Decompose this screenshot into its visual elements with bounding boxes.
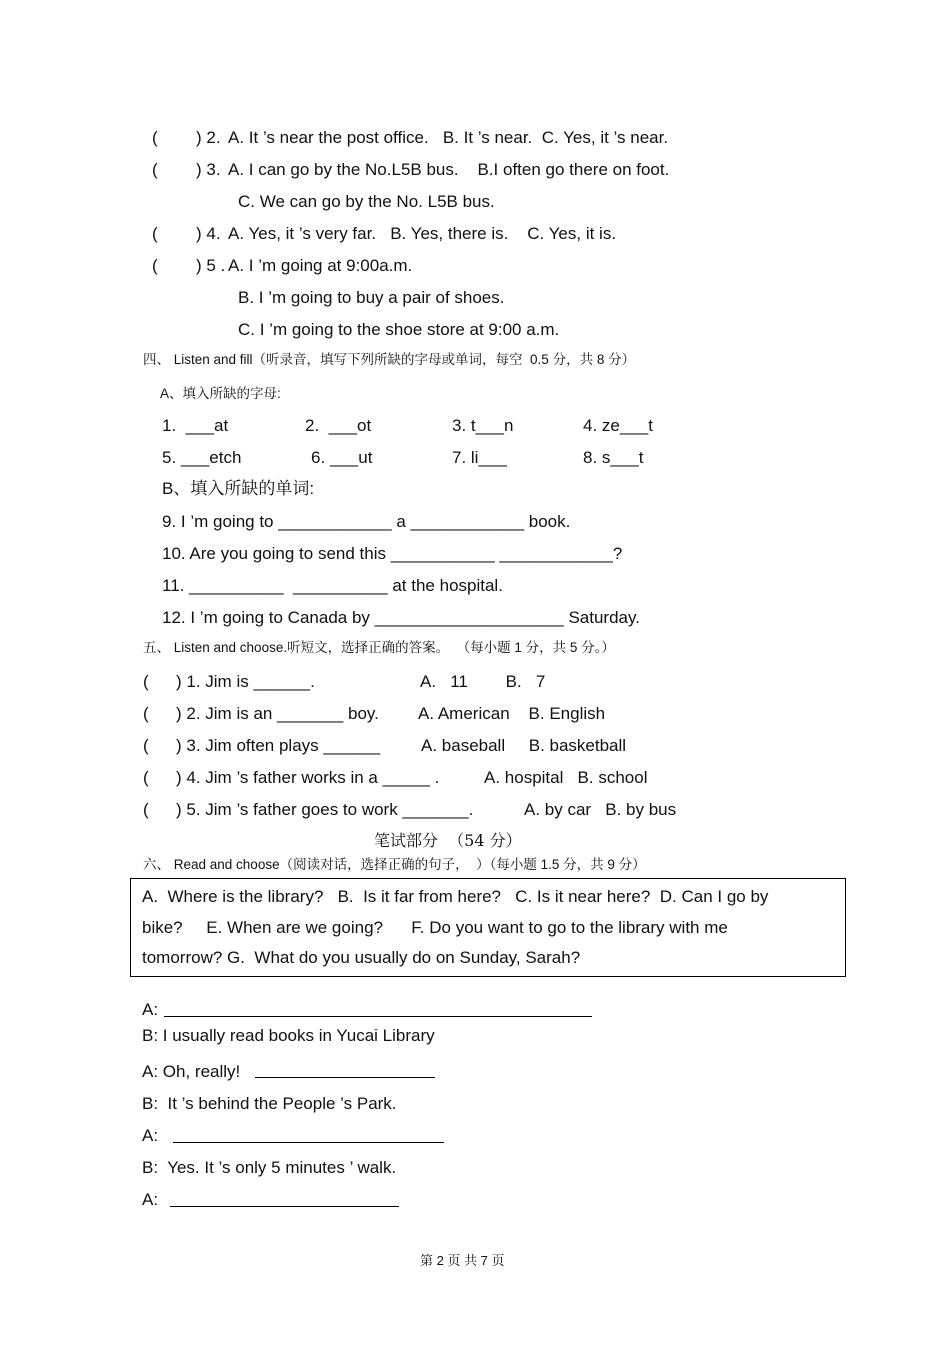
dialogue-line: A: [142, 1000, 163, 1019]
s5-q5-stem: ) 5. Jim ’s father goes to work _______. [176, 800, 474, 819]
s5-q4-paren: ( [143, 768, 149, 787]
word-fill-item: 11. __________ __________ at the hospital. [162, 576, 503, 595]
letter-item: 6. ___ut [311, 448, 373, 467]
s5-q1-paren: ( [143, 672, 149, 691]
q2-paren: ( [152, 128, 158, 147]
dialogue-line: B: It ’s behind the People ’s Park. [142, 1094, 397, 1113]
s5-q4-options: A. hospital B. school [484, 768, 648, 787]
answer-blank[interactable] [255, 1077, 435, 1078]
dialogue-line: A: [142, 1190, 163, 1209]
options-box-line: A. Where is the library? B. Is it far from here? C. Is it near here? D. Can I go by [142, 887, 769, 906]
section4-part-b: B、填入所缺的单词: [162, 479, 315, 498]
dialogue-line: B: I usually read books in Yucai Library [142, 1026, 435, 1045]
s5-q3-stem: ) 3. Jim often plays ______ [176, 736, 381, 755]
q5-number: ) 5 . [196, 256, 226, 275]
s5-q1-stem: ) 1. Jim is ______. [176, 672, 315, 691]
q2-options: A. It ’s near the post office. B. It ’s near. C. Yes, it ’s near. [228, 128, 669, 147]
word-fill-item: 9. I ’m going to ____________ a ____________ book. [162, 512, 571, 531]
s5-q3-options: A. baseball B. basketball [421, 736, 627, 755]
q5-option-a: A. I ’m going at 9:00a.m. [228, 256, 413, 275]
s5-q5-paren: ( [143, 800, 149, 819]
q5-option-b: B. I ’m going to buy a pair of shoes. [238, 288, 505, 307]
q3-paren: ( [152, 160, 158, 179]
word-fill-item: 10. Are you going to send this ___________ ____________? [162, 544, 623, 563]
s5-q3-paren: ( [143, 736, 149, 755]
q4-options: A. Yes, it ’s very far. B. Yes, there is. C. Yes, it is. [228, 224, 617, 243]
section4-heading: 四、 Listen and fill（听录音，填写下列所缺的字母或单词，每空 0.5 分，共 8 分） [143, 352, 636, 367]
letter-item: 7. li___ [452, 448, 507, 467]
q3-number: ) 3. [196, 160, 221, 179]
s5-q1-options: A. 11 B. 7 [420, 672, 546, 691]
answer-blank[interactable] [170, 1206, 399, 1207]
page-footer: 第 2 页 共 7 页 [420, 1253, 505, 1268]
q4-number: ) 4. [196, 224, 221, 243]
letter-item: 1. ___at [162, 416, 229, 435]
dialogue-line: A: Oh, really! [142, 1062, 245, 1081]
section5-heading: 五、 Listen and choose.听短文，选择正确的答案。 （每小题 1 分，共 5 分。） [143, 640, 615, 655]
letter-item: 2. ___ot [305, 416, 372, 435]
s5-q2-options: A. American B. English [418, 704, 606, 723]
q2-number: ) 2. [196, 128, 221, 147]
q5-option-c: C. I ’m going to the shoe store at 9:00 a.m. [238, 320, 560, 339]
dialogue-line: A: [142, 1126, 163, 1145]
s5-q2-paren: ( [143, 704, 149, 723]
section4-part-a: A、填入所缺的字母: [160, 386, 281, 401]
answer-blank[interactable] [173, 1142, 444, 1143]
q3-option-c: C. We can go by the No. L5B bus. [238, 192, 495, 211]
q5-paren: ( [152, 256, 158, 275]
s5-q5-options: A. by car B. by bus [524, 800, 677, 819]
q4-paren: ( [152, 224, 158, 243]
letter-item: 4. ze___t [583, 416, 653, 435]
options-box-line: tomorrow? G. What do you usually do on Sunday, Sarah? [142, 948, 581, 967]
letter-item: 5. ___etch [162, 448, 242, 467]
letter-item: 8. s___t [583, 448, 644, 467]
section6-heading: 六、 Read and choose（阅读对话，选择正确的句子， ）（每小题 1.5 分，共 9 分） [143, 857, 646, 872]
q3-options: A. I can go by the No.L5B bus. B.I often go there on foot. [228, 160, 670, 179]
answer-blank[interactable] [164, 1016, 592, 1017]
dialogue-line: B: Yes. It ’s only 5 minutes ’ walk. [142, 1158, 397, 1177]
letter-item: 3. t___n [452, 416, 514, 435]
s5-q2-stem: ) 2. Jim is an _______ boy. [176, 704, 379, 723]
options-box-line: bike? E. When are we going? F. Do you want to go to the library with me [142, 918, 728, 937]
word-fill-item: 12. I ’m going to Canada by ____________________ Saturday. [162, 608, 640, 627]
written-part-title: 笔试部分 （54 分） [374, 831, 522, 850]
s5-q4-stem: ) 4. Jim ’s father works in a _____ . [176, 768, 440, 787]
